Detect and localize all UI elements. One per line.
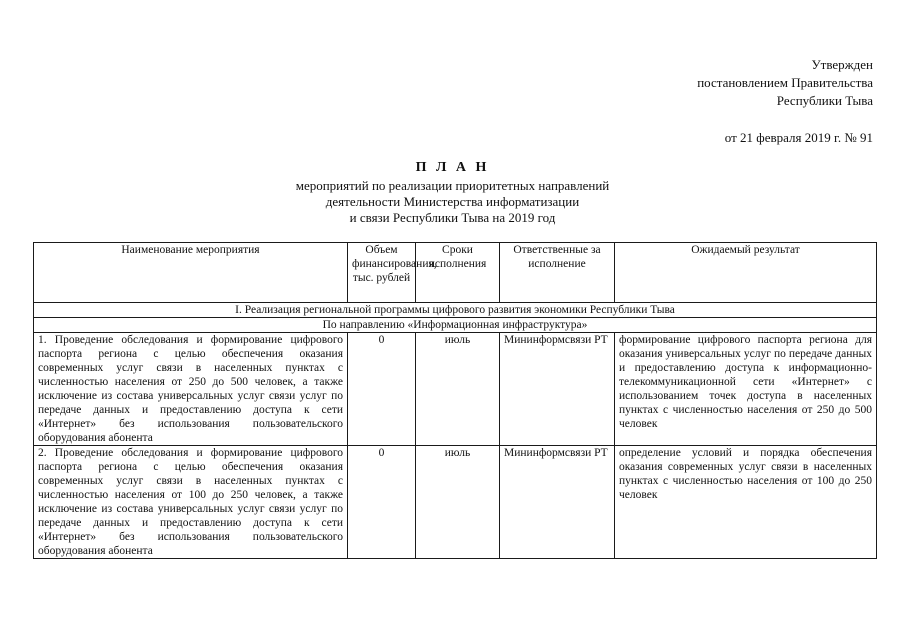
title-line-3: и связи Республики Тыва на 2019 год xyxy=(349,210,556,225)
header-term: Сроки исполнения xyxy=(416,243,500,303)
subsection-title: По направлению «Информационная инфраструктура» xyxy=(34,318,877,333)
row-name: 1. Проведение обследования и формирование цифрового паспорта региона с целью обеспечения оказания современных услуг связи в населенных пунктах с численностью населения от 250 до 500 человек, а также исключение из состава универсальных услуг связи услуг по передаче данных и предоставлению доступа к сети «Интернет» без использования пользовательского оборудования абонента xyxy=(34,333,348,446)
row-responsible: Мининформсвязи РТ xyxy=(500,333,615,446)
row-result: формирование цифрового паспорта региона для оказания универсальных услуг по передаче данных и предоставлению доступа к информационно-телекоммуникационной сети «Интернет» с использованием точек доступа в населенных пунктах с численностью населения от 250 до 500 человек xyxy=(615,333,877,446)
header-name: Наименование мероприятия xyxy=(34,243,348,303)
header-financing: Объем финансирования, тыс. рублей xyxy=(348,243,416,303)
approval-date: от 21 февраля 2019 г. № 91 xyxy=(724,130,873,145)
approval-line-resolution: постановлением Правительства xyxy=(697,75,873,90)
plan-table xyxy=(33,242,877,559)
section-title: I. Реализация региональной программы цифрового развития экономики Республики Тыва xyxy=(34,303,877,318)
header-responsible: Ответственные за исполнение xyxy=(500,243,615,303)
plan-heading: П Л А Н xyxy=(415,160,490,175)
title-line-2: деятельности Министерства информатизации xyxy=(325,194,580,209)
table-row xyxy=(34,333,877,446)
title-line-1: мероприятий по реализации приоритетных направлений xyxy=(295,178,610,193)
approval-line-republic: Республики Тыва xyxy=(776,93,873,108)
row-term: июль xyxy=(416,333,500,446)
approval-line-approved: Утвержден xyxy=(811,57,873,72)
row-term: июль xyxy=(416,446,500,559)
header-result: Ожидаемый результат xyxy=(615,243,877,303)
row-result: определение условий и порядка обеспечения оказания современных услуг связи в населенных пунктах с численностью населения от 100 до 250 человек xyxy=(615,446,877,559)
row-name: 2. Проведение обследования и формирование цифрового паспорта региона с целью обеспечения оказания современных услуг связи в населенных пунктах с численностью населения от 100 до 250 человек, а также исключение из состава универсальных услуг связи услуг по передаче данных и предоставлению доступа к сети «Интернет» без использования пользовательского оборудования абонента xyxy=(34,446,348,559)
subsection-row xyxy=(34,318,877,333)
table-row xyxy=(34,446,877,559)
row-responsible: Мининформсвязи РТ xyxy=(500,446,615,559)
document-title xyxy=(0,160,905,226)
approval-block xyxy=(697,56,873,147)
row-financing: 0 xyxy=(348,446,416,559)
table-header-row xyxy=(34,243,877,303)
section-row xyxy=(34,303,877,318)
row-financing: 0 xyxy=(348,333,416,446)
